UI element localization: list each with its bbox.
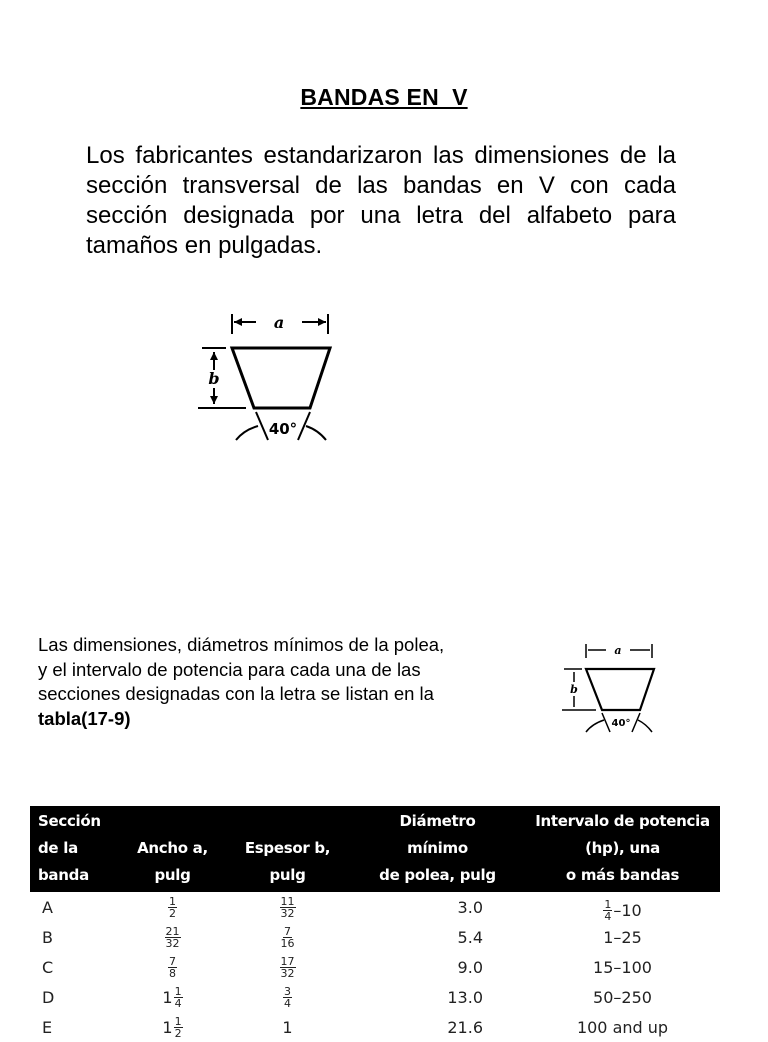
cell-thickness: $\frac{3}{4}$ [284, 984, 291, 1010]
cell-width: 1 $\frac{1}{2}$ [162, 1014, 182, 1040]
width-label-a: a [273, 313, 285, 332]
cell-thickness: $\frac{17}{32}$ [280, 954, 295, 980]
cell-power: 100 and up [576, 1017, 669, 1037]
cell-power: 1–25 [603, 927, 642, 947]
cell-section: C [42, 957, 54, 977]
table-row [30, 952, 720, 982]
page-title: BANDAS EN V [300, 84, 468, 110]
cell-power: 15–100 [593, 957, 652, 977]
note-text: Las dimensiones, diámetros mínimos de la polea, y el intervalo de potencia para cada una de las secciones designadas con la letra se listan en la [38, 634, 445, 704]
header-width: Ancho a, pulg [137, 839, 208, 884]
angle-label: 40° [268, 420, 298, 438]
header-section: Sección de la banda [38, 812, 101, 884]
cell-diameter: 3.0 [457, 897, 483, 917]
v-belt-diagram-large [196, 308, 336, 450]
cell-thickness: $\frac{11}{32}$ [280, 894, 295, 920]
header-min-diameter: Diámetro mínimo de polea, pulg [379, 812, 496, 884]
cell-section: A [42, 897, 53, 917]
cell-diameter: 13.0 [447, 987, 483, 1007]
note-table-ref: tabla(17-9) [38, 707, 131, 729]
header-thickness: Espesor b, pulg [244, 839, 331, 884]
intro-paragraph: Los fabricantes estandarizaron las dimensiones de la sección transversal de las bandas en V con cada sección designada por una letra del alfabeto para tamaños en pulgadas. [86, 142, 676, 259]
cell-power: 50–250 [593, 987, 652, 1007]
cell-width: 1 $\frac{1}{4}$ [162, 984, 182, 1010]
small-width-label-a: a [614, 644, 622, 657]
table-note [38, 633, 458, 731]
belt-dimensions-table [30, 806, 720, 1040]
cell-diameter: 9.0 [457, 957, 483, 977]
table-row [30, 982, 720, 1012]
thickness-label-b: b [208, 369, 220, 388]
cell-power: $\frac{1}{4}$ –10 [604, 897, 642, 923]
header-power-range: Intervalo de potencia (hp), una o más bandas [535, 812, 710, 884]
cell-diameter: 5.4 [457, 927, 483, 947]
table-row [30, 1012, 720, 1042]
small-thickness-label-b: b [570, 683, 578, 696]
cell-section: B [42, 927, 53, 947]
cell-thickness: 1 [282, 1017, 293, 1037]
small-angle-label: 40° [611, 718, 631, 729]
cell-diameter: 21.6 [447, 1017, 483, 1037]
table-row [30, 892, 720, 922]
cell-thickness: $\frac{7}{16}$ [280, 924, 295, 950]
table-row [30, 922, 720, 952]
cell-width: $\frac{21}{32}$ [165, 924, 180, 950]
table-header-row [30, 806, 720, 892]
cell-section: E [42, 1017, 53, 1037]
cell-section: D [42, 987, 55, 1007]
table-body [30, 892, 720, 1042]
cell-width: $\frac{1}{2}$ [169, 894, 176, 920]
v-belt-diagram-small [562, 640, 658, 736]
cell-width: $\frac{7}{8}$ [169, 954, 176, 980]
